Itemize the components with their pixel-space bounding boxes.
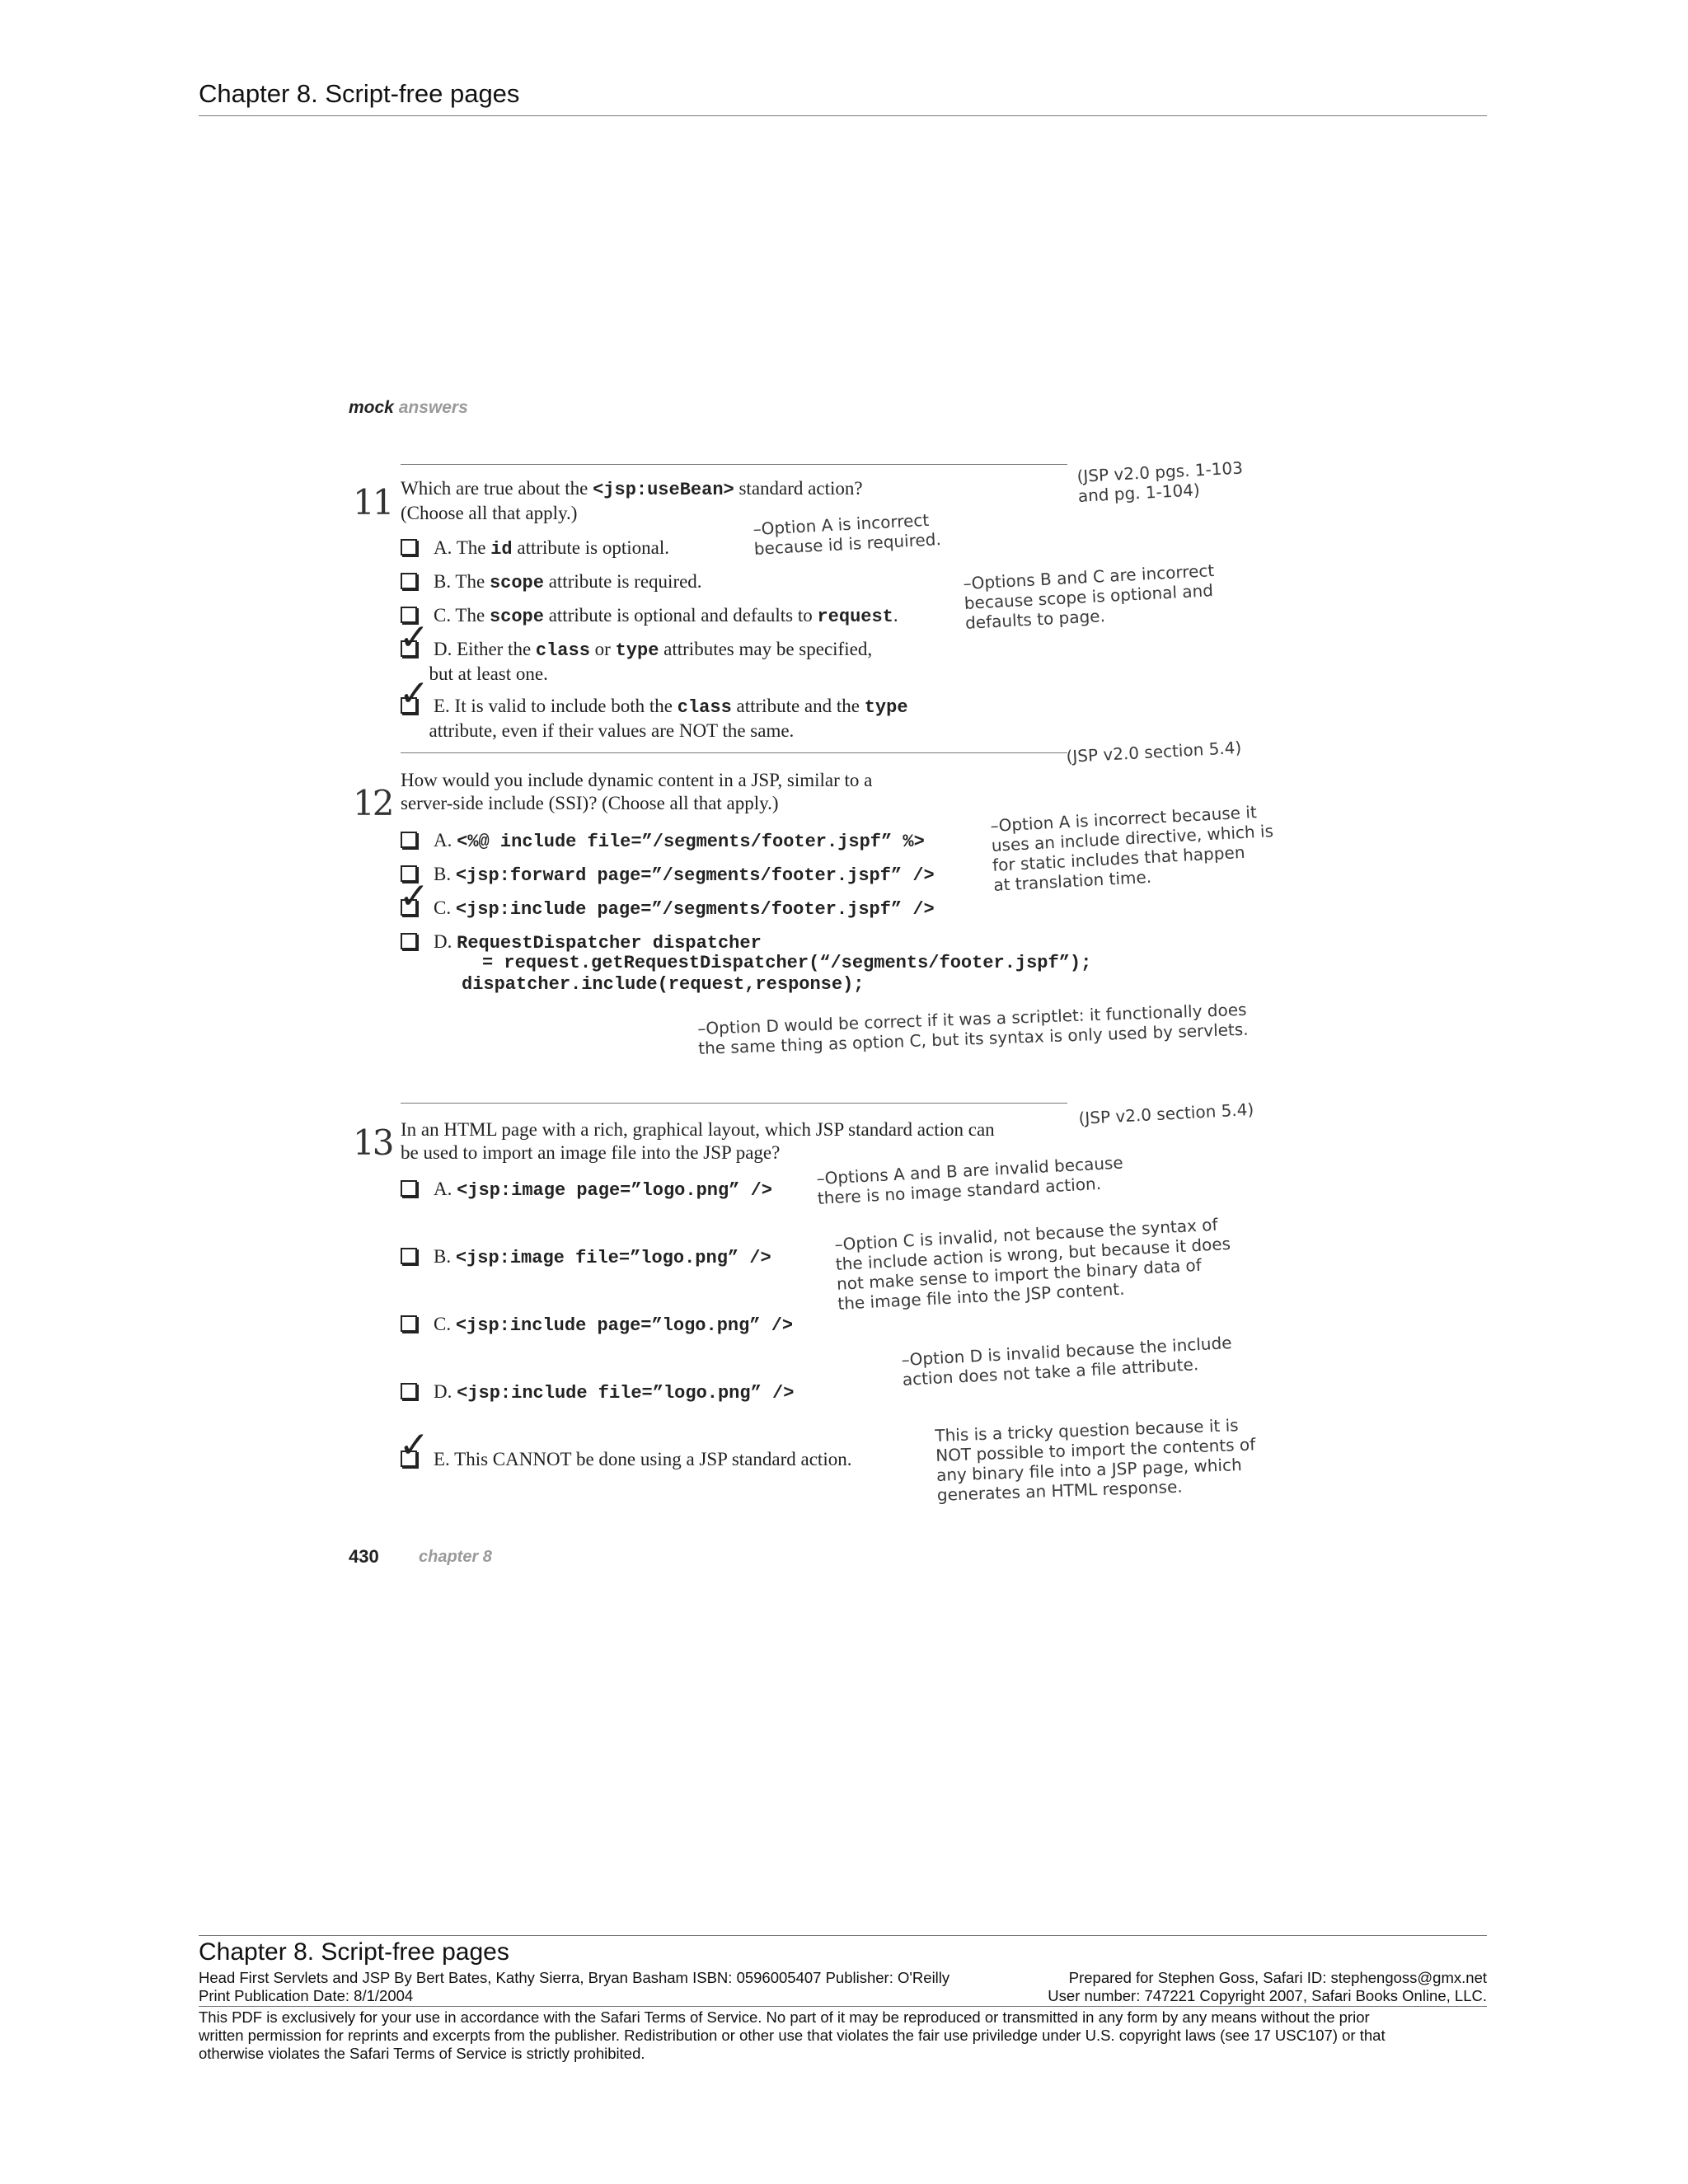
q12-option-d: D. RequestDispatcher dispatcher (401, 930, 762, 955)
footer-user-number: User number: 747221 Copyright 2007, Safari Books Online, LLC. (1048, 1987, 1487, 2004)
q11-note-a: –Option A is incorrect because id is required. (753, 509, 942, 559)
q12-reference: (JSP v2.0 section 5.4) (1066, 737, 1242, 766)
page-chapter-label: chapter 8 (419, 1548, 492, 1566)
footer-chapter-title: Chapter 8. Script-free pages (199, 1938, 509, 1966)
q12-option-a: A. <%@ include file=”/segments/footer.jspf” %> (401, 829, 925, 854)
q12-number: 12 (353, 783, 392, 823)
q13-divider (401, 1103, 1067, 1104)
q13-option-e: E. This CANNOT be done using a JSP standard action. (401, 1448, 851, 1471)
checkbox (401, 1180, 417, 1197)
footer-prepared-for: Prepared for Stephen Goss, Safari ID: stephengoss@gmx.net (1068, 1969, 1487, 1986)
section-label-bold: mock (349, 398, 394, 417)
q11-reference: (JSP v2.0 pgs. 1-103 and pg. 1-104) (1076, 457, 1244, 506)
q12-divider (401, 752, 1067, 753)
q11-number: 11 (353, 482, 392, 523)
page-number: 430 (349, 1546, 379, 1567)
q13-note-ab: –Options A and B are invalid because there is no image standard action. (816, 1152, 1124, 1208)
checkbox (401, 1248, 417, 1264)
q12-note-d: –Option D would be correct if it was a scriptlet: it functionally does the same thing as option C, but its syntax is only used by servlets. (697, 999, 1249, 1058)
checkbox (401, 539, 417, 555)
q11-option-d: D. Either the class or type attributes may be specified, but at least one. (401, 638, 872, 686)
q11-d-checkmark-icon: ✓ (399, 616, 429, 658)
footer-book-line: Head First Servlets and JSP By Bert Bates, Kathy Sierra, Bryan Basham ISBN: 0596005407 Publisher: O'Reilly (199, 1969, 950, 1986)
q13-option-b: B. <jsp:image file=”logo.png” /> (401, 1245, 771, 1270)
checkbox (401, 1383, 417, 1399)
checkbox (401, 1315, 417, 1332)
footer-legal: This PDF is exclusively for your use in accordance with the Safari Terms of Service. No part of it may be reproduced or transmitted in any form by any means without the prior written permission for reprints and excerpts from the publisher. Redistribution or other use that violates the fair use priviledge under U.S. copyright laws (see 17 USC107) or that otherwise violates the Safari Terms of Service is strictly prohibited. (199, 2008, 1386, 2062)
section-label-light: answers (398, 398, 468, 417)
checkbox (401, 933, 417, 949)
q11-e-checkmark-icon: ✓ (399, 673, 429, 715)
q11-option-c: C. The scope attribute is optional and defaults to request. (401, 604, 898, 629)
q12-c-checkmark-icon: ✓ (399, 875, 429, 917)
header-divider (199, 115, 1487, 116)
q13-option-a: A. <jsp:image page=”logo.png” /> (401, 1178, 772, 1202)
q13-option-d: D. <jsp:include file=”logo.png” /> (401, 1380, 794, 1405)
q12-question: How would you include dynamic content in a JSP, similar to a server-side include (SSI)? (Choose all that apply.) (401, 770, 873, 813)
footer-top-divider (199, 1935, 1487, 1936)
q11-divider (401, 464, 1067, 465)
q11-option-e: E. It is valid to include both the class attribute and the type attribute, even if their values are NOT the same. (401, 695, 908, 743)
footer-mid-divider (199, 2006, 1487, 2007)
footer-pub-date: Print Publication Date: 8/1/2004 (199, 1987, 414, 2004)
q12-option-d-code-line2: = request.getRequestDispatcher(“/segments/footer.jspf”); (482, 953, 1092, 973)
q13-note-e: This is a tricky question because it is NOT possible to import the contents of any binary file into a JSP page, which generates an HTML response. (935, 1415, 1256, 1505)
q12-option-d-code-line3: dispatcher.include(request,response); (462, 974, 865, 995)
q12-option-c: C. <jsp:include page=”/segments/footer.jspf” /> (401, 897, 935, 921)
q12-option-b: B. <jsp:forward page=”/segments/footer.jspf” /> (401, 863, 935, 888)
q13-number: 13 (353, 1122, 392, 1163)
q11-question: Which are true about the <jsp:useBean> standard action? (Choose all that apply.) (401, 478, 863, 523)
q13-note-c: –Option C is invalid, not because the syntax of the include action is wrong, but because it does not make sense to import the binary data of the image file into the JSP content. (834, 1214, 1231, 1314)
chapter-header-title: Chapter 8. Script-free pages (199, 79, 520, 108)
q13-option-c: C. <jsp:include page=”logo.png” /> (401, 1313, 793, 1338)
checkbox (401, 832, 417, 848)
q11-note-bc: –Options B and C are incorrect because scope is optional and defaults to page. (963, 560, 1215, 633)
q13-note-d: –Option D is invalid because the include action does not take a file attribute. (901, 1332, 1233, 1390)
section-label (349, 398, 468, 418)
q11-option-b: B. The scope attribute is required. (401, 570, 702, 595)
q13-reference: (JSP v2.0 section 5.4) (1078, 1099, 1254, 1128)
checkbox (401, 573, 417, 589)
q13-question: In an HTML page with a rich, graphical layout, which JSP standard action can be used to import an image file into the JSP page? (401, 1119, 995, 1163)
q13-e-checkmark-icon: ✓ (399, 1424, 429, 1466)
q11-option-a: A. The id attribute is optional. (401, 537, 669, 561)
q12-note-a: –Option A is incorrect because it uses an include directive, which is for static includes that happen at translation time. (990, 802, 1274, 895)
